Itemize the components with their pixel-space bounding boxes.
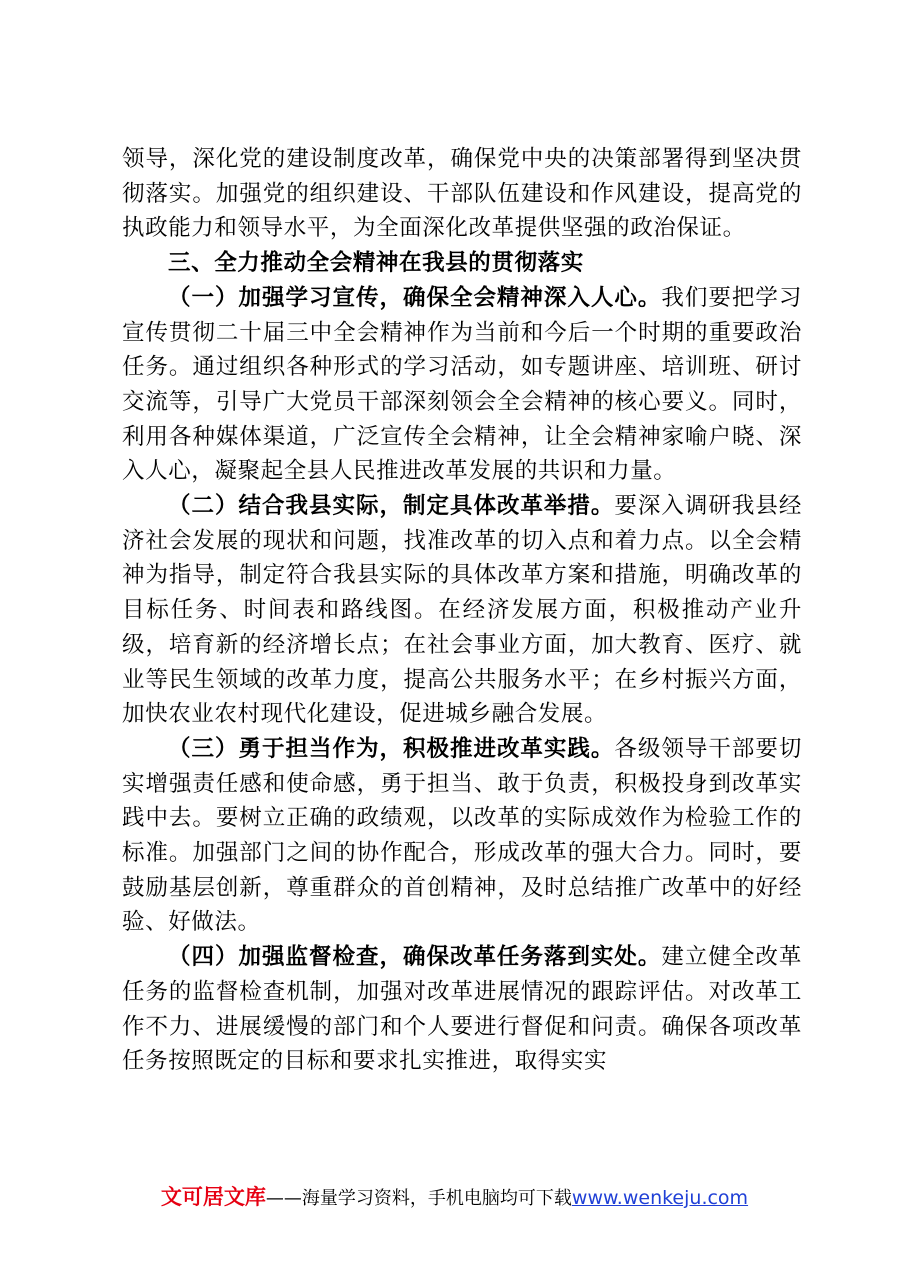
item-lead-2: （二）结合我县实际，制定具体改革举措。 — [168, 493, 615, 520]
document-body — [122, 142, 802, 1079]
item-lead-3: （三）勇于担当作为，积极推进改革实践。 — [168, 735, 615, 762]
item-lead-4: （四）加强监督检查，确保改革任务落到实处。 — [168, 944, 662, 971]
section-heading: 三、全力推动全会精神在我县的贯彻落实 — [168, 250, 584, 277]
item-text-1: 我们要把学习宣传贯彻二十届三中全会精神作为当前和今后一个时期的重要政治任务。通过组织各种形式的学习活动，如专题讲座、培训班、研讨交流等，引导广大党员干部深刻领会全会精神的核心要义。同时，利用各种媒体渠道，广泛宣传全会精神，让全会精神家喻户晓、深入人心，凝聚起全县人民推进改革发展的共识和力量。 — [122, 284, 802, 485]
footer-banner — [0, 1181, 909, 1211]
item-paragraph-2 — [122, 489, 802, 732]
item-text-3: 各级领导干部要切实增强责任感和使命感，勇于担当、敢于负责，积极投身到改革实践中去。要树立正确的政绩观，以改革的实际成效作为检验工作的标准。加强部门之间的协作配合，形成改革的强大合力。同时，要鼓励基层创新，尊重群众的首创精神，及时总结推广改革中的好经验、好做法。 — [122, 735, 802, 936]
item-text-4: 建立健全改革任务的监督检查机制，加强对改革进展情况的跟踪评估。对改革工作不力、进展缓慢的部门和个人要进行督促和问责。确保各项改革任务按照既定的目标和要求扎实推进，取得实实 — [122, 944, 802, 1075]
continuation-paragraph: 领导，深化党的建设制度改革，确保党中央的决策部署得到坚决贯彻落实。加强党的组织建设、干部队伍建设和作风建设，提高党的执政能力和领导水平，为全面深化改革提供坚强的政治保证。 — [122, 146, 802, 242]
item-lead-1: （一）加强学习宣传，确保全会精神深入人心。 — [168, 284, 662, 311]
item-paragraph-1 — [122, 281, 802, 489]
item-paragraph-3 — [122, 732, 802, 940]
item-text-2: 要深入调研我县经济社会发展的现状和问题，找准改革的切入点和着力点。以全会精神为指导，制定符合我县实际的具体改革方案和措施，明确改革的目标任务、时间表和路线图。在经济发展方面，积极推动产业升级，培育新的经济增长点；在社会事业方面，加大教育、医疗、就业等民生领域的改革力度，提高公共服务水平；在乡村振兴方面，加快农业农村现代化建设，促进城乡融合发展。 — [122, 493, 802, 728]
footer-brand: 文可居文库 — [160, 1185, 266, 1209]
footer-slogan: ——海量学习资料，手机电脑均可下载 — [265, 1188, 572, 1209]
item-paragraph-4 — [122, 940, 802, 1079]
footer-website-link[interactable]: www.wenkeju.com — [571, 1187, 749, 1209]
